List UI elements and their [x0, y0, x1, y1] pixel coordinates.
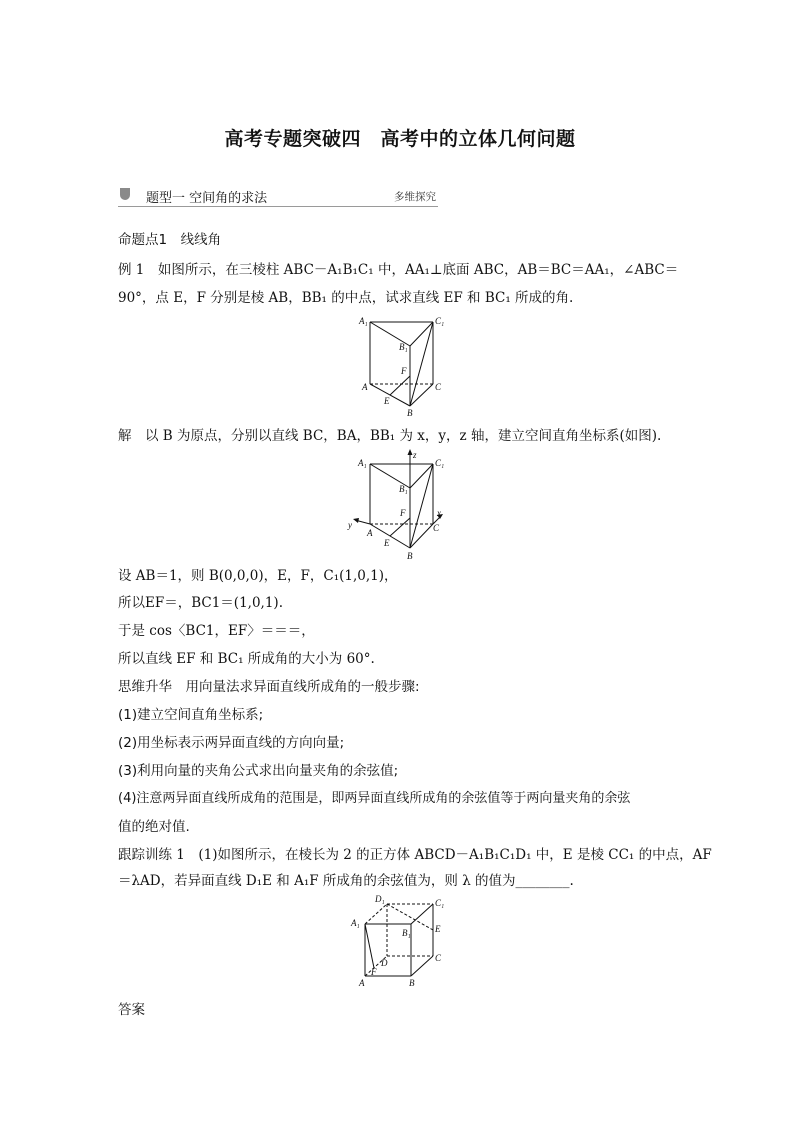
- label-D1: D₁: [375, 894, 385, 904]
- exercise-text-line-2: ＝λAD，若异面直线 D₁E 和 A₁F 所成角的余弦值为，则 λ 的值为________.: [118, 873, 574, 889]
- label-F: F: [401, 366, 407, 376]
- label-A: A: [359, 978, 365, 988]
- axis-y-label: y: [348, 520, 352, 530]
- solution-text-line-4: 所以直线 EF 和 BC₁ 所成角的大小为 60°.: [118, 651, 375, 667]
- label-C: C: [435, 953, 442, 963]
- label-A1: A₁: [351, 918, 360, 928]
- axis-x-label: x: [437, 508, 441, 518]
- answer-label: 答案: [118, 1002, 145, 1018]
- label-C1: C₁: [435, 898, 445, 908]
- solution-text-line-3: 于是 cos〈BC1，EF〉＝＝＝，: [118, 623, 315, 639]
- label-B1: B₁: [399, 484, 408, 494]
- example-text-line-1: 例 1 如图所示，在三棱柱 ABC－A₁B₁C₁ 中，AA₁⊥底面 ABC，AB＝BC＝AA₁，∠ABC＝: [118, 262, 679, 278]
- prism-axes-figure: [345, 448, 455, 564]
- label-B: B: [409, 978, 415, 988]
- label-F: F: [400, 508, 406, 518]
- example-text-line-2: 90°，点 E，F 分别是棱 AB，BB₁ 的中点，试求直线 EF 和 BC₁ 所成的角.: [118, 290, 574, 306]
- summary-heading: 思维升华 用向量法求异面直线所成角的一般步骤:: [118, 679, 420, 695]
- solution-text-line-1: 设 AB＝1，则 B(0,0,0)，E，F，C₁(1,0,1)，: [118, 568, 398, 584]
- subtopic-heading: 命题点1 线线角: [118, 232, 222, 248]
- label-C: C: [435, 382, 442, 392]
- label-A: A: [367, 528, 373, 538]
- label-D: D: [381, 958, 388, 968]
- label-C: C: [433, 523, 440, 533]
- solution-text-line-2: 所以EF＝，BC1＝(1,0,1).: [118, 595, 283, 611]
- label-E: E: [384, 396, 390, 406]
- section-header: [118, 186, 438, 207]
- label-C1: C₁: [435, 316, 445, 326]
- label-B: B: [407, 551, 413, 561]
- summary-step-2: (2)用坐标表示两异面直线的方向向量;: [118, 735, 345, 751]
- label-B1: B₁: [402, 928, 411, 938]
- summary-step-4: (4)注意两异面直线所成角的范围是，即两异面直线所成角的余弦值等于两向量夹角的余弦: [118, 791, 631, 806]
- label-E: E: [435, 924, 441, 934]
- summary-step-1: (1)建立空间直角坐标系;: [118, 707, 264, 723]
- solution-line: 解 以 B 为原点，分别以直线 BC，BA，BB₁ 为 x，y，z 轴，建立空间直角坐标系(如图).: [118, 428, 662, 444]
- label-A: A: [362, 382, 368, 392]
- label-F: F: [371, 967, 377, 977]
- page-title: 高考专题突破四 高考中的立体几何问题: [224, 128, 576, 150]
- label-B1: B₁: [399, 342, 408, 352]
- exercise-text-line-1: 跟踪训练 1 (1)如图所示，在棱长为 2 的正方体 ABCD－A₁B₁C₁D₁ 中，E 是棱 CC₁ 的中点，AF: [118, 847, 712, 863]
- axis-z-label: z: [413, 450, 417, 460]
- summary-step-3: (3)利用向量的夹角公式求出向量夹角的余弦值;: [118, 763, 399, 779]
- summary-step-4-cont: 值的绝对值.: [118, 819, 190, 835]
- prism-figure: [355, 312, 455, 418]
- section-marker-icon: [120, 188, 130, 200]
- section-tag: 多维探究: [394, 191, 436, 203]
- label-E: E: [384, 538, 390, 548]
- label-A1: A₁: [359, 316, 368, 326]
- label-A1: A₁: [358, 458, 367, 468]
- label-C1: C₁: [435, 458, 445, 468]
- cube-figure: [345, 892, 455, 992]
- label-B: B: [407, 408, 413, 418]
- section-label: 题型一 空间角的求法: [146, 191, 268, 206]
